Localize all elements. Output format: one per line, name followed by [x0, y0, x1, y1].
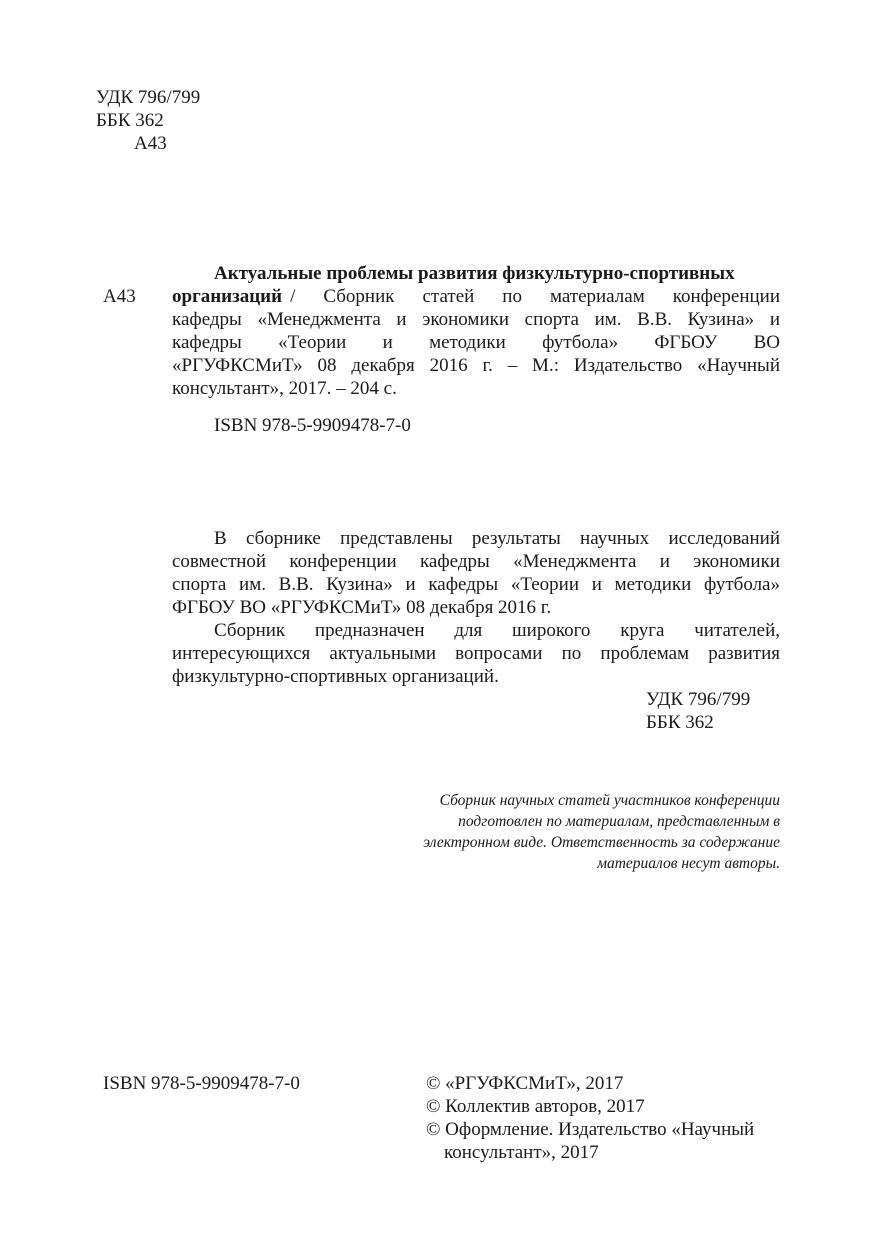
author-mark: А43	[134, 133, 167, 154]
copyright-university: © «РГУФКСМиТ», 2017	[426, 1073, 624, 1094]
abstract-p1-line4: ФГБОУ ВО «РГУФКСМиТ» 08 декабря 2016 г.	[172, 597, 552, 618]
abstract-p1-line3: спорта им. В.В. Кузина» и кафедры «Теории и методики футбола»	[172, 574, 780, 595]
note-line2: подготовлен по материалам, представленным в	[458, 813, 780, 830]
bibliographic-line4: кафедры «Теории и методики футбола» ФГБОУ ВО	[172, 332, 780, 353]
abstract-p1-line1: В сборнике представлены результаты научных исследований	[214, 528, 780, 549]
note-line1: Сборник научных статей участников конференции	[439, 792, 780, 809]
bibliographic-line5: «РГУФКСМиТ» 08 декабря 2016 г. – М.: Издательство «Научный	[172, 355, 780, 376]
note-line3: электронном виде. Ответственность за содержание	[423, 834, 780, 851]
udk-code: УДК 796/799	[96, 87, 201, 108]
copyright-design: © Оформление. Издательство «Научный	[426, 1119, 755, 1140]
bibliographic-line3: кафедры «Менеджмента и экономики спорта им. В.В. Кузина» и	[172, 309, 780, 330]
footer-isbn: ISBN 978-5-9909478-7-0	[103, 1073, 300, 1094]
abstract-udk: УДК 796/799	[646, 689, 751, 710]
bibliographic-line6: консультант», 2017. – 204 с.	[172, 378, 397, 399]
abstract-p2-line2: интересующихся актуальными вопросами по проблемам развития	[172, 643, 780, 664]
abstract-p2-line3: физкультурно-спортивных организаций.	[172, 666, 499, 687]
copyright-authors: © Коллектив авторов, 2017	[426, 1096, 645, 1117]
electronic-note	[350, 790, 780, 874]
bibliographic-mark: А43	[103, 286, 136, 307]
book-title-line2: организаций	[172, 286, 283, 307]
abstract-bbk: ББК 362	[646, 712, 714, 733]
bibliographic-isbn: ISBN 978-5-9909478-7-0	[214, 415, 411, 436]
book-title-line1: Актуальные проблемы развития физкультурно-спортивных	[214, 263, 735, 284]
abstract-p1-line2: совместной конференции кафедры «Менеджмента и экономики	[172, 551, 780, 572]
bbk-code: ББК 362	[96, 110, 164, 131]
note-line4: материалов несут авторы.	[597, 855, 780, 872]
bibliographic-line2	[172, 285, 780, 308]
abstract-p2-line1: Сборник предназначен для широкого круга читателей,	[214, 620, 780, 641]
copyright-design-cont: консультант», 2017	[444, 1142, 599, 1163]
bibliographic-line2-rest: / Сборник статей по материалам конференции	[290, 286, 780, 307]
